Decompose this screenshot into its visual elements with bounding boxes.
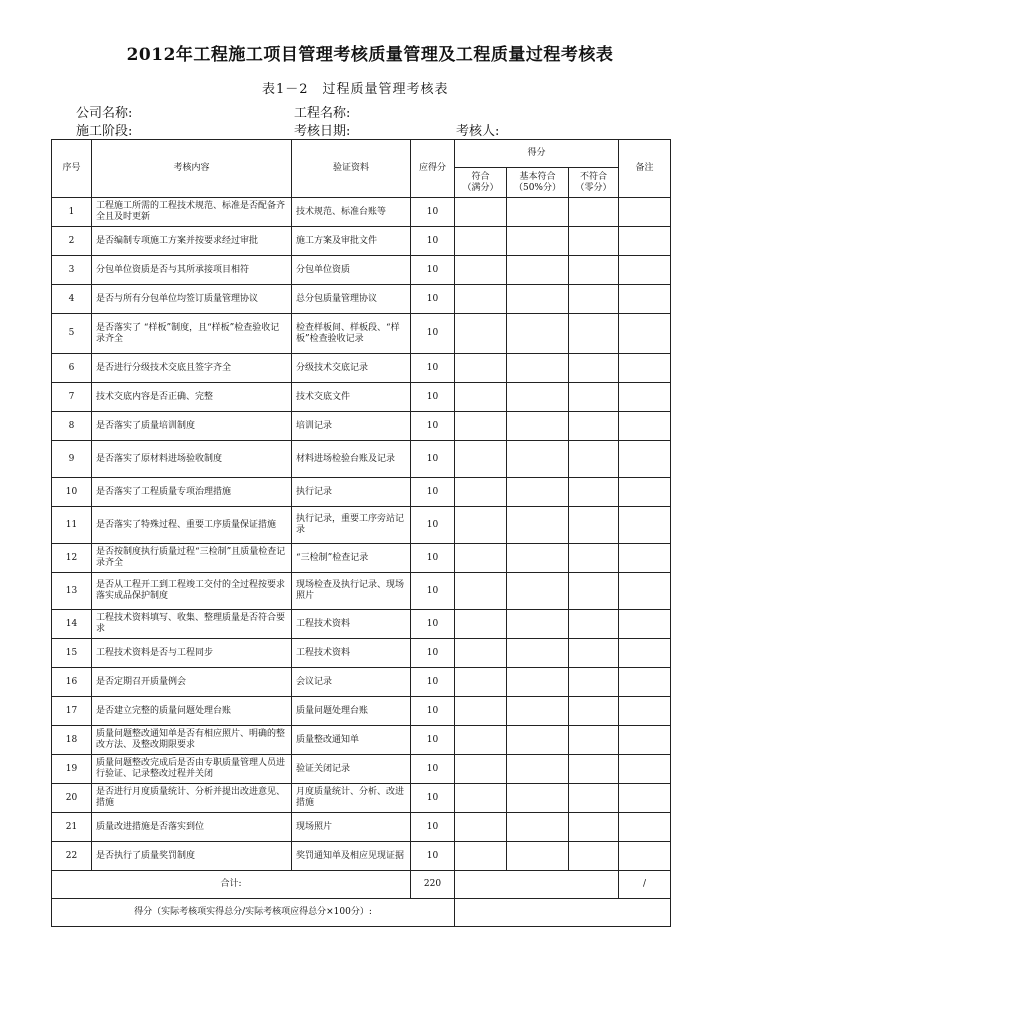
- row-remark: [619, 726, 671, 755]
- row-score: 10: [411, 441, 455, 478]
- stage-label: 施工阶段:: [76, 124, 133, 139]
- score-formula-value: [455, 899, 671, 927]
- row-partial: [507, 227, 569, 256]
- project-label: 工程名称:: [294, 106, 351, 121]
- table-row: [52, 842, 671, 871]
- row-full: [455, 697, 507, 726]
- row-full: [455, 639, 507, 668]
- row-evidence: 分级技术交底记录: [292, 354, 411, 383]
- row-remark: [619, 256, 671, 285]
- row-partial: [507, 354, 569, 383]
- row-none: [569, 726, 619, 755]
- header-full: 符合: [471, 171, 490, 182]
- company-label: 公司名称:: [76, 106, 133, 121]
- header-earned: 得分: [455, 140, 619, 168]
- row-score: 10: [411, 478, 455, 507]
- row-content: 是否进行月度质量统计、分析并提出改进意见、措施: [92, 784, 292, 813]
- row-content: 是否建立完整的质量问题处理台账: [92, 697, 292, 726]
- row-none: [569, 478, 619, 507]
- row-full: [455, 507, 507, 544]
- row-content: 是否落实了特殊过程、重要工序质量保证措施: [92, 507, 292, 544]
- row-number: 1: [52, 198, 92, 227]
- date-label: 考核日期:: [294, 124, 351, 139]
- row-full: [455, 198, 507, 227]
- row-number: 6: [52, 354, 92, 383]
- table-row: [52, 314, 671, 354]
- row-evidence: 检查样板间、样板段、“样板”检查验收记录: [292, 314, 411, 354]
- row-content: 质量问题整改通知单是否有相应照片、明确的整改方法、及整改期限要求: [92, 726, 292, 755]
- row-score: 10: [411, 314, 455, 354]
- row-full: [455, 478, 507, 507]
- row-score: 10: [411, 544, 455, 573]
- header-remark: 备注: [619, 140, 671, 198]
- row-partial: [507, 198, 569, 227]
- row-partial: [507, 726, 569, 755]
- assessment-table: [51, 139, 671, 927]
- row-evidence: 技术规范、标准台账等: [292, 198, 411, 227]
- row-number: 12: [52, 544, 92, 573]
- header-seq: 序号: [52, 140, 92, 198]
- row-content: 是否落实了原材料进场验收制度: [92, 441, 292, 478]
- row-content: 是否落实了工程质量专项治理措施: [92, 478, 292, 507]
- row-number: 8: [52, 412, 92, 441]
- table-subtitle: 表1－2 过程质量管理考核表: [262, 82, 449, 97]
- row-score: 10: [411, 573, 455, 610]
- row-remark: [619, 354, 671, 383]
- row-remark: [619, 544, 671, 573]
- row-full: [455, 256, 507, 285]
- score-formula: 得分（实际考核项实得总分/实际考核项应得总分×100分）:: [52, 899, 455, 927]
- row-number: 19: [52, 755, 92, 784]
- row-number: 22: [52, 842, 92, 871]
- table-row: [52, 726, 671, 755]
- table-row: [52, 573, 671, 610]
- row-partial: [507, 610, 569, 639]
- row-score: 10: [411, 285, 455, 314]
- row-number: 10: [52, 478, 92, 507]
- row-partial: [507, 755, 569, 784]
- row-evidence: 总分包质量管理协议: [292, 285, 411, 314]
- table-row: [52, 610, 671, 639]
- table-row: [52, 285, 671, 314]
- row-score: 10: [411, 697, 455, 726]
- table-row: [52, 256, 671, 285]
- row-score: 10: [411, 784, 455, 813]
- row-number: 5: [52, 314, 92, 354]
- row-content: 工程技术资料填写、收集、整理质量是否符合要求: [92, 610, 292, 639]
- row-evidence: 月度质量统计、分析、改进措施: [292, 784, 411, 813]
- row-remark: [619, 412, 671, 441]
- row-none: [569, 573, 619, 610]
- row-content: 分包单位资质是否与其所承接项目相符: [92, 256, 292, 285]
- row-evidence: 执行记录，重要工序旁站记录: [292, 507, 411, 544]
- row-none: [569, 544, 619, 573]
- row-none: [569, 507, 619, 544]
- table-row: [52, 441, 671, 478]
- row-content: 技术交底内容是否正确、完整: [92, 383, 292, 412]
- row-number: 21: [52, 813, 92, 842]
- row-score: 10: [411, 507, 455, 544]
- row-evidence: 培训记录: [292, 412, 411, 441]
- row-score: 10: [411, 256, 455, 285]
- header-partial: 基本符合: [519, 171, 556, 182]
- header-full-cell: [455, 168, 507, 198]
- row-remark: [619, 478, 671, 507]
- row-number: 13: [52, 573, 92, 610]
- row-remark: [619, 198, 671, 227]
- row-content: 是否执行了质量奖罚制度: [92, 842, 292, 871]
- table-row: [52, 813, 671, 842]
- row-number: 18: [52, 726, 92, 755]
- row-score: 10: [411, 610, 455, 639]
- row-full: [455, 610, 507, 639]
- row-partial: [507, 813, 569, 842]
- row-full: [455, 383, 507, 412]
- row-remark: [619, 755, 671, 784]
- row-content: 质量问题整改完成后是否由专职质量管理人员进行验证、记录整改过程并关闭: [92, 755, 292, 784]
- row-score: 10: [411, 412, 455, 441]
- row-remark: [619, 697, 671, 726]
- row-evidence: 质量整改通知单: [292, 726, 411, 755]
- row-evidence: 奖罚通知单及相应见现证据: [292, 842, 411, 871]
- row-none: [569, 668, 619, 697]
- row-partial: [507, 478, 569, 507]
- row-full: [455, 573, 507, 610]
- row-remark: [619, 227, 671, 256]
- row-evidence: 施工方案及审批文件: [292, 227, 411, 256]
- row-number: 11: [52, 507, 92, 544]
- table-row: [52, 784, 671, 813]
- row-content: 工程施工所需的工程技术规范、标准是否配备齐全且及时更新: [92, 198, 292, 227]
- row-evidence: 现场检查及执行记录、现场照片: [292, 573, 411, 610]
- row-evidence: 工程技术资料: [292, 639, 411, 668]
- header-none-cell: [569, 168, 619, 198]
- row-remark: [619, 813, 671, 842]
- row-content: 工程技术资料是否与工程同步: [92, 639, 292, 668]
- row-full: [455, 285, 507, 314]
- row-partial: [507, 668, 569, 697]
- row-evidence: 分包单位资质: [292, 256, 411, 285]
- row-remark: [619, 610, 671, 639]
- row-none: [569, 755, 619, 784]
- row-remark: [619, 639, 671, 668]
- row-content: 是否进行分级技术交底且签字齐全: [92, 354, 292, 383]
- row-score: 10: [411, 383, 455, 412]
- row-number: 4: [52, 285, 92, 314]
- row-score: 10: [411, 813, 455, 842]
- row-content: 是否落实了质量培训制度: [92, 412, 292, 441]
- row-none: [569, 813, 619, 842]
- header-partial-note: （50%分）: [513, 182, 561, 193]
- row-content: 是否按制度执行质量过程“三检制”且质量检查记录齐全: [92, 544, 292, 573]
- row-none: [569, 412, 619, 441]
- row-full: [455, 354, 507, 383]
- assessor-label: 考核人:: [456, 124, 500, 139]
- row-content: 是否编制专项施工方案并按要求经过审批: [92, 227, 292, 256]
- row-content: 是否定期召开质量例会: [92, 668, 292, 697]
- row-score: 10: [411, 755, 455, 784]
- row-none: [569, 314, 619, 354]
- page-title: 2012年工程施工项目管理考核质量管理及工程质量过程考核表: [126, 45, 614, 65]
- row-content: 质量改进措施是否落实到位: [92, 813, 292, 842]
- row-content: 是否与所有分包单位均签订质量管理协议: [92, 285, 292, 314]
- table-row: [52, 544, 671, 573]
- row-number: 17: [52, 697, 92, 726]
- row-evidence: 材料进场检验台账及记录: [292, 441, 411, 478]
- header-score: 应得分: [411, 140, 455, 198]
- row-remark: [619, 668, 671, 697]
- row-evidence: 质量问题处理台账: [292, 697, 411, 726]
- row-full: [455, 544, 507, 573]
- row-none: [569, 610, 619, 639]
- row-evidence: 验证关闭记录: [292, 755, 411, 784]
- row-number: 2: [52, 227, 92, 256]
- row-full: [455, 314, 507, 354]
- row-partial: [507, 412, 569, 441]
- row-number: 3: [52, 256, 92, 285]
- row-remark: [619, 784, 671, 813]
- row-number: 14: [52, 610, 92, 639]
- row-number: 7: [52, 383, 92, 412]
- row-remark: [619, 441, 671, 478]
- total-remark: /: [619, 871, 671, 899]
- row-remark: [619, 314, 671, 354]
- row-score: 10: [411, 726, 455, 755]
- row-remark: [619, 383, 671, 412]
- row-full: [455, 668, 507, 697]
- row-partial: [507, 784, 569, 813]
- row-partial: [507, 544, 569, 573]
- row-full: [455, 412, 507, 441]
- row-full: [455, 813, 507, 842]
- row-none: [569, 227, 619, 256]
- row-full: [455, 784, 507, 813]
- row-number: 16: [52, 668, 92, 697]
- row-partial: [507, 639, 569, 668]
- row-partial: [507, 256, 569, 285]
- row-score: 10: [411, 639, 455, 668]
- header-content: 考核内容: [92, 140, 292, 198]
- row-full: [455, 227, 507, 256]
- header-full-note: （满分）: [462, 182, 499, 193]
- total-score: 220: [411, 871, 455, 899]
- table-row: [52, 755, 671, 784]
- row-partial: [507, 842, 569, 871]
- row-full: [455, 441, 507, 478]
- row-none: [569, 354, 619, 383]
- table-row: [52, 668, 671, 697]
- row-remark: [619, 842, 671, 871]
- total-label: 合计:: [52, 871, 411, 899]
- row-evidence: 执行记录: [292, 478, 411, 507]
- row-partial: [507, 314, 569, 354]
- row-evidence: 现场照片: [292, 813, 411, 842]
- row-partial: [507, 383, 569, 412]
- table-row: [52, 198, 671, 227]
- row-evidence: 会议记录: [292, 668, 411, 697]
- header-none: 不符合: [580, 171, 608, 182]
- row-partial: [507, 573, 569, 610]
- row-none: [569, 639, 619, 668]
- row-evidence: 工程技术资料: [292, 610, 411, 639]
- table-row: [52, 697, 671, 726]
- row-remark: [619, 507, 671, 544]
- row-remark: [619, 573, 671, 610]
- row-score: 10: [411, 198, 455, 227]
- row-full: [455, 842, 507, 871]
- row-none: [569, 198, 619, 227]
- header-partial-cell: [507, 168, 569, 198]
- row-score: 10: [411, 842, 455, 871]
- table-row: [52, 227, 671, 256]
- table-row: [52, 354, 671, 383]
- total-earned: [455, 871, 619, 899]
- row-none: [569, 842, 619, 871]
- row-partial: [507, 507, 569, 544]
- row-number: 20: [52, 784, 92, 813]
- header-none-note: （零分）: [575, 182, 612, 193]
- row-none: [569, 697, 619, 726]
- row-evidence: “三检制”检查记录: [292, 544, 411, 573]
- row-number: 15: [52, 639, 92, 668]
- row-number: 9: [52, 441, 92, 478]
- table-row: [52, 383, 671, 412]
- row-evidence: 技术交底文件: [292, 383, 411, 412]
- row-none: [569, 256, 619, 285]
- row-partial: [507, 285, 569, 314]
- row-score: 10: [411, 668, 455, 697]
- header-evidence: 验证资料: [292, 140, 411, 198]
- row-score: 10: [411, 227, 455, 256]
- row-content: 是否落实了 “样板”制度，且“样板”检查验收记录齐全: [92, 314, 292, 354]
- row-partial: [507, 441, 569, 478]
- row-none: [569, 383, 619, 412]
- row-partial: [507, 697, 569, 726]
- row-score: 10: [411, 354, 455, 383]
- row-none: [569, 441, 619, 478]
- table-row: [52, 412, 671, 441]
- table-row: [52, 507, 671, 544]
- row-none: [569, 784, 619, 813]
- row-full: [455, 726, 507, 755]
- row-none: [569, 285, 619, 314]
- row-content: 是否从工程开工到工程竣工交付的全过程按要求落实成品保护制度: [92, 573, 292, 610]
- table-row: [52, 478, 671, 507]
- table-row: [52, 639, 671, 668]
- row-remark: [619, 285, 671, 314]
- row-full: [455, 755, 507, 784]
